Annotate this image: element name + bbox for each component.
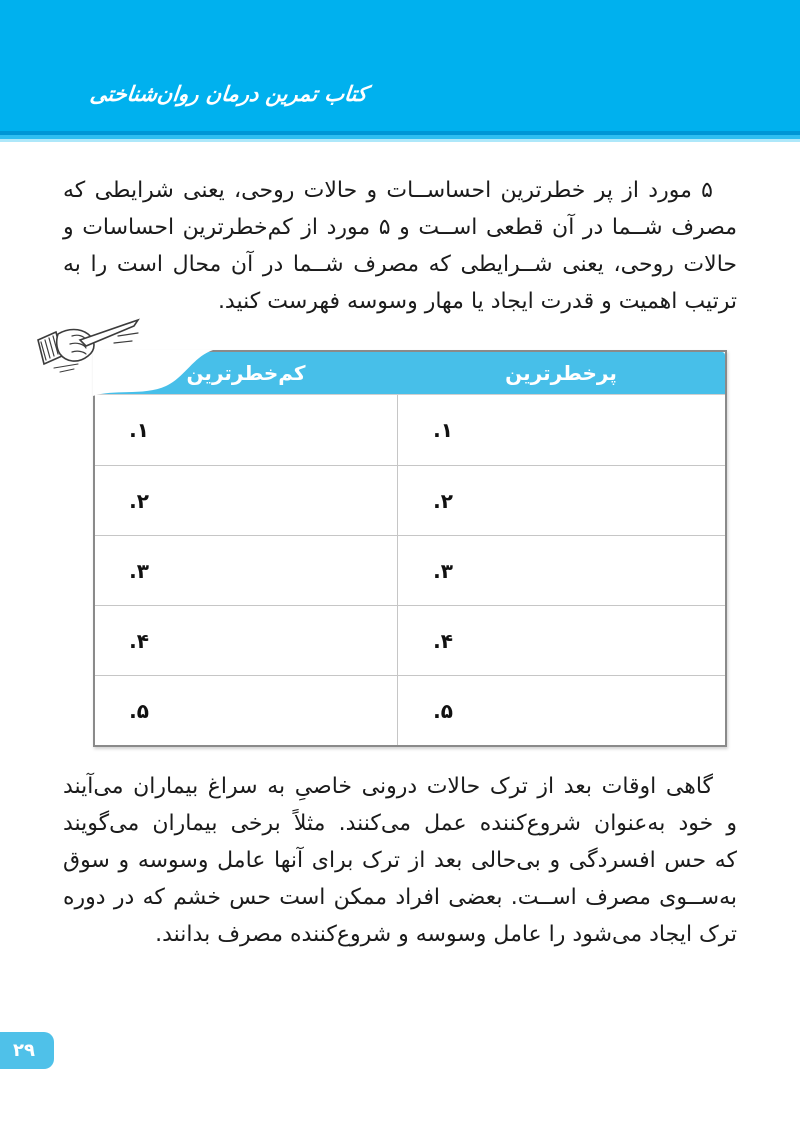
text-line: و خود به‌عنوان شروع‌کننده عمل می‌کنند. مثلاً برخی بیماران می‌گویند [63,811,737,836]
page-number-badge [0,1032,54,1069]
table-row [95,675,725,745]
text-line: ۵ مورد از پر خطرترین احساســات و حالات روحی، یعنی شرایطی که [63,178,713,203]
least-risky-cell [95,606,397,675]
text-line: ترک ایجاد می‌شود را عامل وسوسه و شروع‌کننده مصرف بدانند. [155,922,737,947]
text-line: به‌ســوی مصرف اســت. بعضی افراد ممکن است حس خشم که در دوره [63,885,737,910]
table-row [95,395,725,465]
text-line: مصرف شــما در آن قطعی اســت و ۵ مورد از کم‌خطرترین احساسات و [63,215,737,240]
table-row [95,465,725,535]
risk-table-header [95,352,725,395]
intro-paragraph [63,172,737,320]
row-number: ۴. [129,628,149,653]
most-risky-cell [397,466,725,535]
row-number: ۱. [433,418,453,442]
page-number: ۲۹ [13,1040,35,1061]
most-risky-cell [397,536,725,605]
least-risky-cell [95,536,397,605]
row-number: ۱. [129,418,149,442]
table-row [95,535,725,605]
row-number: ۵. [129,698,149,723]
text-line: که حس افسردگی و بی‌حالی بعد از ترک برای آنها عامل وسوسه و سوق [63,848,737,873]
row-number: ۵. [433,698,453,723]
book-title: کتاب تمرین درمان روان‌شناختی [88,82,369,106]
text-line: ترتیب اهمیت و قدرت ایجاد یا مهار وسوسه فهرست کنید. [217,289,737,314]
row-number: ۳. [433,558,453,583]
column-header-least-risky: کم‌خطرترین [186,361,306,385]
least-risky-cell [95,676,397,745]
row-number: ۲. [129,488,149,513]
most-risky-cell [397,606,725,675]
least-risky-cell [95,395,397,465]
column-header-most-risky: پرخطرترین [505,361,617,385]
body-paragraph [63,768,737,953]
row-number: ۲. [433,488,453,513]
most-risky-cell [397,676,725,745]
hand-writing-icon [34,306,146,400]
risk-table [93,350,727,747]
least-risky-cell [95,466,397,535]
text-line: گاهی اوقات بعد از ترک حالات درونی خاصیِ به سراغ بیماران می‌آیند [63,774,713,799]
text-line: حالات روحی، یعنی شــرایطی که مصرف شــما در آن محال است را به [63,252,737,277]
table-row [95,605,725,675]
page-header [0,0,800,142]
row-number: ۳. [129,558,149,583]
most-risky-cell [397,395,725,465]
row-number: ۴. [433,628,453,653]
